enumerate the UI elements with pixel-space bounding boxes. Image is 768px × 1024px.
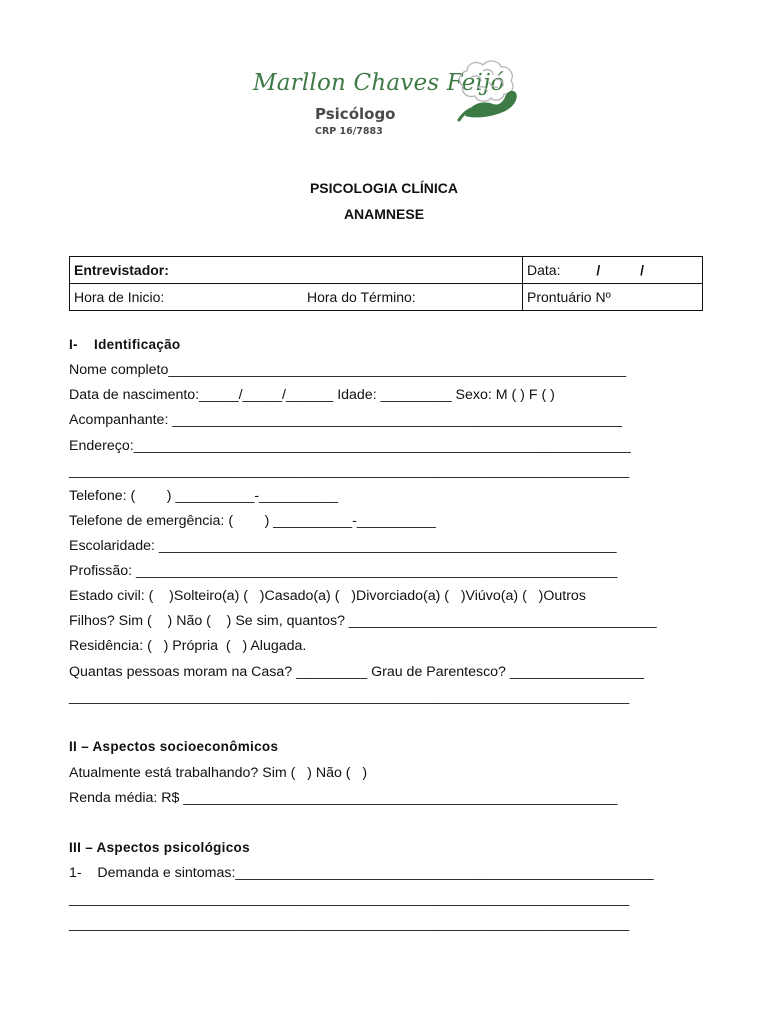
working-field: Atualmente está trabalhando? Sim ( ) Não ( ) xyxy=(69,765,368,781)
address-continuation-line: _______________________________________________________________________ xyxy=(69,463,630,479)
page-subtitle: ANAMNESE xyxy=(343,206,425,222)
section-socioeconomic-title: II – Aspectos socioeconômicos xyxy=(69,739,279,754)
phone-field: Telefone: ( ) __________-__________ xyxy=(69,488,338,504)
companion-field: Acompanhante: _________________________________________________________ xyxy=(69,412,623,428)
profession-field: Profissão: _____________________________________________________________ xyxy=(69,563,618,579)
date-separator: / xyxy=(640,262,645,278)
household-continuation-line: _______________________________________________________________________ xyxy=(69,689,630,705)
demand-symptoms-field: 1- Demanda e sintomas:_____________________________________________________ xyxy=(69,865,654,881)
logo-name: Marllon Chaves Feijó xyxy=(253,70,505,96)
page-title: PSICOLOGIA CLÍNICA xyxy=(309,180,459,196)
birth-date-field: Data de nascimento:_____/_____/______ Idade: _________ Sexo: M ( ) F ( ) xyxy=(69,387,555,403)
date-separator: / xyxy=(596,262,601,278)
record-cell xyxy=(523,284,703,311)
marital-status-field: Estado civil: ( )Solteiro(a) ( )Casado(a) ( )Divorciado(a) ( )Viúvo(a) ( )Outros xyxy=(69,588,586,604)
record-number-label: Prontuário Nº xyxy=(527,289,611,305)
interviewer-cell xyxy=(70,257,523,284)
residence-field: Residência: ( ) Própria ( ) Alugada. xyxy=(69,638,307,654)
interviewer-label: Entrevistador: xyxy=(74,262,169,278)
session-info-table xyxy=(69,256,703,311)
full-name-field: Nome completo__________________________________________________________ xyxy=(69,362,626,378)
end-time-label: Hora do Término: xyxy=(307,289,416,305)
date-cell xyxy=(523,257,703,284)
education-field: Escolaridade: __________________________________________________________ xyxy=(69,538,617,554)
logo-role: Psicólogo xyxy=(315,105,396,123)
children-field: Filhos? Sim ( ) Não ( ) Se sim, quantos? _______________________________________ xyxy=(69,613,657,629)
logo xyxy=(250,56,522,142)
address-field: Endereço:_______________________________________________________________ xyxy=(69,438,631,454)
household-field: Quantas pessoas moram na Casa? _________ Grau de Parentesco? _________________ xyxy=(69,664,645,680)
brain-hand-icon xyxy=(453,56,521,122)
start-time-label: Hora de Inicio: xyxy=(74,289,165,305)
time-cell xyxy=(70,284,523,311)
section-psychological-title: III – Aspectos psicológicos xyxy=(69,840,250,855)
demand-continuation-line: _______________________________________________________________________ xyxy=(69,891,630,907)
date-label: Data: xyxy=(527,262,561,278)
emergency-phone-field: Telefone de emergência: ( ) __________-__________ xyxy=(69,513,436,529)
section-identification-title: I- Identificação xyxy=(69,337,181,352)
logo-crp: CRP 16/7883 xyxy=(315,126,383,137)
demand-continuation-line: _______________________________________________________________________ xyxy=(69,916,630,932)
income-field: Renda média: R$ _______________________________________________________ xyxy=(69,790,618,806)
